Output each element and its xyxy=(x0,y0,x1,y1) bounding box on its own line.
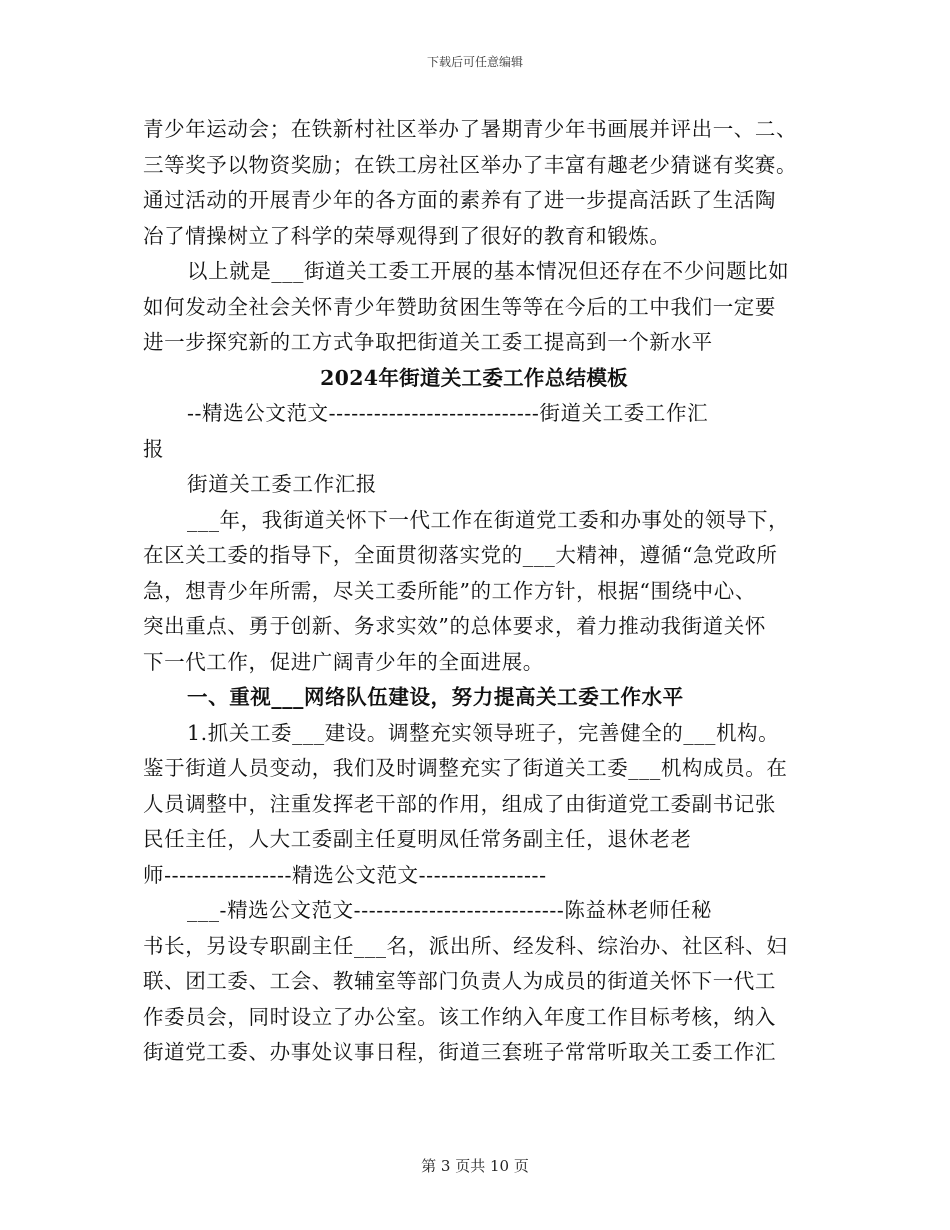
body-line: 鉴于街道人员变动，我们及时调整充实了街道关工委___机构成员。在 xyxy=(143,756,788,780)
body-line: 民任主任，人大工委副主任夏明凤任常务副主任，退休老老 xyxy=(143,827,692,851)
body-line: 作委员会，同时设立了办公室。该工作纳入年度工作目标考核，纳入 xyxy=(143,1004,776,1029)
page-header: 下载后可任意编辑 xyxy=(426,55,523,69)
body-line: 人员调整中，注重发挥老干部的作用，组成了由街道党工委副书记张 xyxy=(143,791,776,816)
body-line: 书长，另设专职副主任___名，派出所、经发科、综治办、社区科、妇 xyxy=(143,933,788,958)
body-line: 下一代工作，促进广阔青少年的全面进展。 xyxy=(143,649,544,674)
document-title: 2024年街道关工委工作总结模板 xyxy=(320,365,628,390)
body-line: 在区关工委的指导下，全面贯彻落实党的___大精神，遵循“急党政所 xyxy=(143,543,778,567)
body-line: 急，想青少年所需，尽关工委所能”的工作方针，根据“围绕中心、 xyxy=(143,578,756,603)
body-line: 1.抓关工委___建设。调整充实领导班子，完善健全的___机构。 xyxy=(187,720,780,745)
page-footer: 第 3 页共 10 页 xyxy=(421,1157,529,1175)
source-line: ___-精选公文范文----------------------------陈益林老师任秘 xyxy=(187,898,713,922)
body-line: 以上就是___街道关工委工开展的基本情况但还存在不少问题比如 xyxy=(187,259,790,283)
body-line: 进一步探究新的工方式争取把街道关工委工提高到一个新水平 xyxy=(143,330,713,354)
source-line: --精选公文范文----------------------------街道关工委工作汇 xyxy=(187,401,709,425)
body-line: ___年，我街道关怀下一代工作在街道党工委和办事处的领导下， xyxy=(187,507,790,532)
body-line: 联、团工委、工会、教辅室等部门负责人为成员的街道关怀下一代工 xyxy=(143,969,776,993)
section-heading: 一、重视___网络队伍建设，努力提高关工委工作水平 xyxy=(187,685,684,709)
document-body xyxy=(143,112,805,1071)
body-line: 冶了情操树立了科学的荣辱观得到了很好的教育和锻炼。 xyxy=(143,223,671,248)
body-line: 三等奖予以物资奖励；在铁工房社区举办了丰富有趣老少猜谜有奖赛。 xyxy=(143,152,798,177)
body-line: 如何发动全社会关怀青少年赞助贫困生等等在今后的工中我们一定要 xyxy=(143,294,776,319)
body-line: 街道党工委、办事处议事日程，街道三套班子常常听取关工委工作汇 xyxy=(143,1040,776,1064)
body-line: 突出重点、勇于创新、务求实效”的总体要求，着力推动我街道关怀 xyxy=(143,614,766,638)
subtitle: 街道关工委工作汇报 xyxy=(187,472,377,496)
source-line: 师-----------------精选公文范文----------------- xyxy=(143,862,547,887)
body-line: 青少年运动会；在铁新村社区举办了暑期青少年书画展并评出一、二、 xyxy=(143,117,798,141)
source-line: 报 xyxy=(143,436,165,461)
body-line: 通过活动的开展青少年的各方面的素养有了进一步提高活跃了生活陶 xyxy=(143,188,776,212)
